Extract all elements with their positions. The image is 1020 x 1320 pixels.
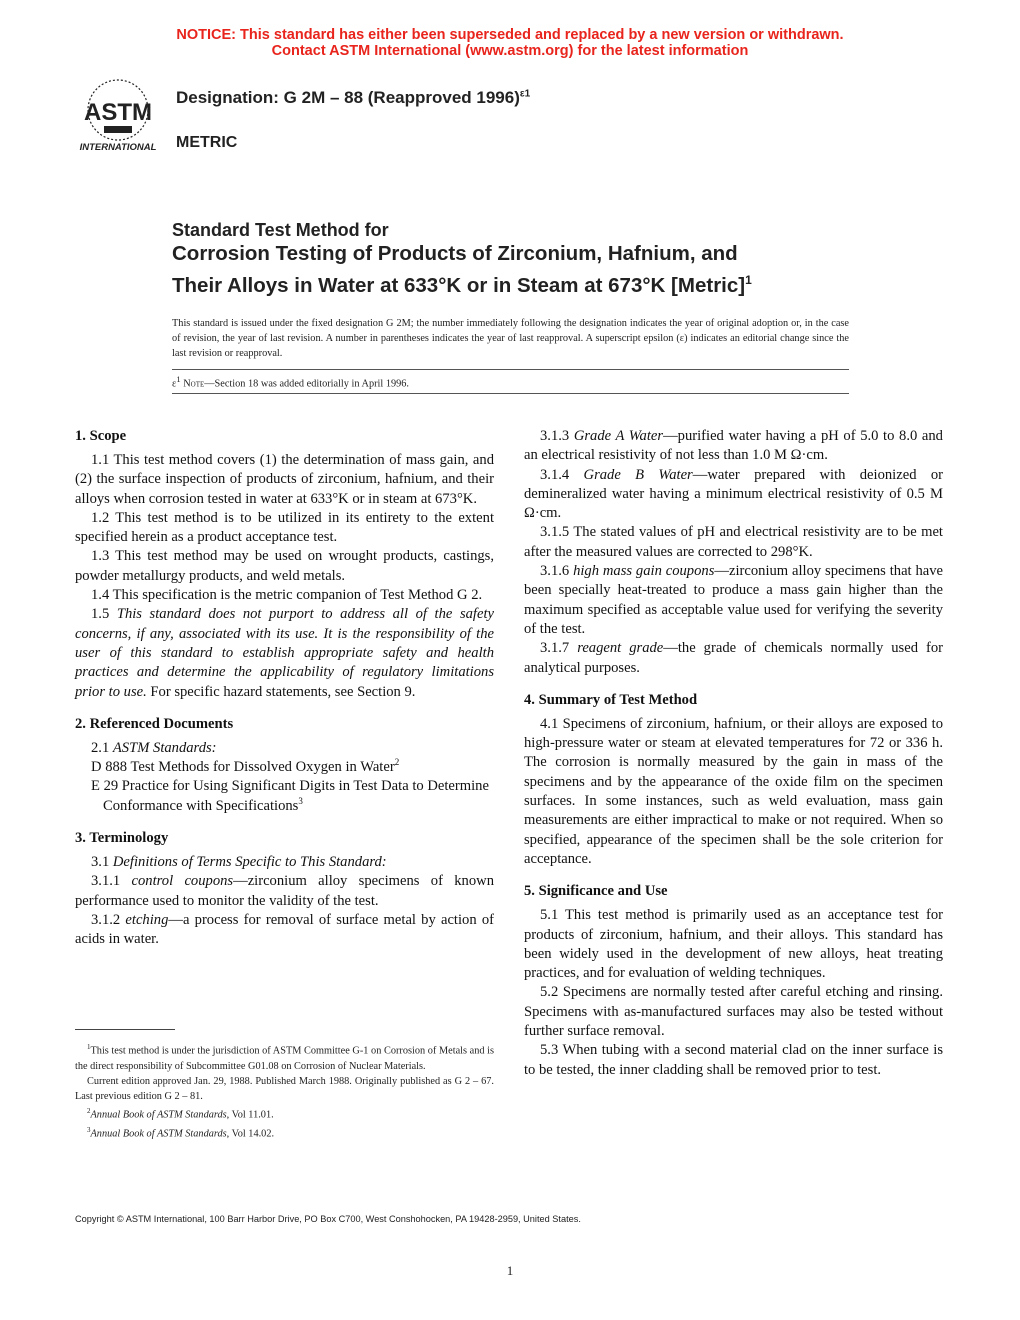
paragraph-number: 3.1.2 [91, 911, 126, 928]
footnote-mark: 3 [87, 1125, 91, 1134]
definition: —a process for removal of surface metal by action of acids in water. [75, 911, 494, 948]
editorial-note [172, 374, 409, 389]
copyright-notice: Copyright © ASTM International, 100 Barr Harbor Drive, PO Box C700, West Conshohocken, PA 19428-2959, United States. [75, 1214, 581, 1224]
paragraph-5-3: 5.3 When tubing with a second material clad on the inner surface is to be tested, the inner cladding shall be removed prior to test. [524, 1042, 943, 1078]
defined-term: Grade B Water [583, 466, 693, 483]
definition: —the grade of chemicals normally used for analytical purposes. [524, 640, 943, 676]
paragraph-number: 1.5 [91, 606, 117, 623]
note-epsilon-sup: 1 [176, 374, 181, 384]
footnote-1 [75, 1040, 494, 1074]
defined-term: reagent grade [577, 640, 664, 657]
left-column [75, 427, 494, 950]
footnote-3 [75, 1123, 494, 1142]
footnote-text: , Vol 14.02. [226, 1128, 275, 1140]
paragraph-number: 3.1.6 [540, 563, 574, 580]
reference-d888 [75, 758, 494, 777]
definition: —water prepared with deionized or demineralized water having a minimum electrical resistivity of 0.5 M Ω·cm. [524, 466, 943, 522]
section-heading-referenced-documents: 2. Referenced Documents [75, 715, 234, 732]
paragraph-3-1-5: 3.1.5 The stated values of pH and electrical resistivity are to be met after the measured values are corrected to 298°K. [524, 524, 943, 560]
reference-text: D 888 Test Methods for Dissolved Oxygen in Water [91, 759, 395, 776]
paragraph-3-1-4 [524, 466, 943, 524]
paragraph-1-3: 1.3 This test method may be used on wrought products, castings, powder metallurgy products, and weld metals. [75, 548, 494, 584]
paragraph-italic: ASTM Standards: [112, 739, 217, 756]
section-heading-scope: 1. Scope [75, 428, 127, 444]
title-line-1: Corrosion Testing of Products of Zirconium, Hafnium, and [172, 242, 738, 265]
designation-epsilon: ε1 [519, 88, 531, 100]
astm-logo [74, 74, 162, 154]
footnote-text: This test method is under the jurisdiction of ASTM Committee G-1 on Corrosion of Metals and is the direct responsibility of Subcommittee G01.08 on Corrosion of Nuclear Materials. [75, 1045, 494, 1072]
logo-letters: ASTM [84, 99, 152, 126]
notice-line-1: NOTICE: This standard has either been superseded and replaced by a new version or withdrawn. [176, 27, 844, 43]
notice-line-2: Contact ASTM International (www.astm.org) for the latest information [271, 43, 749, 59]
footnote-ref: 2 [394, 757, 400, 768]
section-heading-summary: 4. Summary of Test Method [524, 691, 698, 708]
paragraph-1-2: 1.2 This test method is to be utilized in its entirety to the extent specified herein as a product acceptance test. [75, 509, 494, 546]
paragraph-number: 3.1.1 [91, 873, 132, 890]
notice-banner [0, 27, 1020, 59]
footnote-mark: 1 [87, 1043, 91, 1051]
footnote-1-continued: Current edition approved Jan. 29, 1988. Published March 1988. Originally published as G 2 – 67. Last previous edition G 2 – 81. [75, 1075, 494, 1103]
paragraph-number: 3.1.7 [540, 640, 578, 657]
defined-term: control coupons [131, 873, 234, 890]
section-heading-significance: 5. Significance and Use [524, 883, 668, 900]
defined-term: high mass gain coupons [573, 563, 715, 580]
title-line-2 [172, 267, 872, 299]
paragraph-2-1 [75, 739, 494, 758]
note-text: —Section 18 was added editorially in April 1996. [204, 378, 410, 390]
paragraph-3-1-1 [75, 872, 494, 911]
logo-caption: INTERNATIONAL [79, 142, 157, 153]
defined-term: Grade A Water [573, 428, 664, 444]
paragraph-number: 3.1.4 [540, 466, 584, 483]
footnote-divider [75, 1029, 175, 1030]
designation [176, 88, 530, 108]
right-column [524, 427, 943, 1080]
paragraph-number: 3.1 [91, 854, 113, 871]
paragraph-3-1-3 [524, 427, 943, 466]
page-number: 1 [506, 1263, 514, 1278]
metric-label: METRIC [176, 134, 238, 151]
divider [172, 369, 849, 370]
defined-term: etching [125, 911, 169, 928]
paragraph-3-1-7 [524, 639, 943, 678]
note-label: Note [183, 378, 205, 390]
footnotes [75, 1040, 494, 1141]
paragraph-4-1: 4.1 Specimens of zirconium, hafnium, or their alloys are exposed to high-pressure water or steam at elevated temperatures for 72 or 336 h. The corrosion is normally measured by the gain in mass of the specimens and by the appearance of the oxide film on the specimen surfaces. In some instances, such as weld evaluation, mass gain measurements are either impractical to make or not required. When so specified, appearance of the specimen shall be the sole criterion for acceptance. [524, 715, 943, 867]
definition: —zirconium alloy specimens that have been specially heat-treated to produce a mass gain higher than the maximum specified as acceptable value used for verifying the severity of the test. [524, 563, 944, 637]
divider [172, 393, 849, 394]
definition: —zirconium alloy specimens of known performance used to monitor the validity of the test. [75, 873, 494, 909]
paragraph-italic: Definitions of Terms Specific to This Standard: [112, 854, 387, 871]
issued-statement: This standard is issued under the fixed designation G 2M; the number immediately following the designation indicates the year of original adoption or, in the case of revision, the year of last revision. A number in parentheses indicates the year of last reapproval. A superscript epsilon (ε) indicates an editorial change since the last revision or reapproval. [172, 318, 849, 359]
title-footnote-mark: 1 [745, 273, 752, 287]
paragraph-number: 3.1.3 [540, 428, 574, 444]
paragraph-3-1-6 [524, 562, 943, 639]
footnote-text: , Vol 11.01. [226, 1109, 274, 1121]
paragraph-1-4: 1.4 This specification is the metric companion of Test Method G 2. [91, 587, 483, 604]
reference-e29 [75, 777, 494, 816]
paragraph-5-2: 5.2 Specimens are normally tested after careful etching and rinsing. Specimens with as-manufactured surfaces may also be tested without further surface removal. [524, 984, 943, 1040]
footnote-mark: 2 [87, 1107, 91, 1116]
paragraph-3-1-2 [75, 911, 494, 950]
section-heading-terminology: 3. Terminology [75, 830, 169, 847]
paragraph-1-5 [75, 605, 494, 701]
safety-caveat: This standard does not purport to address all of the safety concerns, if any, associated with its use. It is the responsibility of the user of this standard to establish appropriate safety and health practices and determine the applicability of regulatory limitations prior to use. [75, 606, 494, 700]
reference-text: E 29 Practice for Using Significant Digits in Test Data to Determine Conformance with Specifications [91, 778, 489, 814]
footnote-italic: Annual Book of ASTM Standards [90, 1109, 227, 1121]
definition: —purified water having a pH of 5.0 to 8.0 and an electrical resistivity of not less than 1.0 M Ω·cm. [524, 428, 943, 464]
footnote-italic: Annual Book of ASTM Standards [90, 1128, 227, 1140]
paragraph-text: For specific hazard statements, see Section 9. [146, 683, 416, 700]
paragraph-number: 2.1 [91, 739, 113, 756]
paragraph-1-1: 1.1 This test method covers (1) the determination of mass gain, and (2) the surface inspection of products of zirconium, hafnium, and their alloys when corrosion tested in water at 633°K or in steam at 673°K. [75, 452, 494, 507]
title-line-2-text: Their Alloys in Water at 633°K or in Steam at 673°K [Metric] [172, 273, 746, 297]
paragraph-5-1: 5.1 This test method is primarily used as an acceptance test for products of zirconium, hafnium, and their alloys. This standard has been widely used in the development of new alloys, heat treating practices, and for evaluation of welding techniques. [524, 907, 943, 982]
footnote-2 [75, 1104, 494, 1123]
paragraph-3-1 [75, 853, 494, 872]
document-title [172, 219, 872, 299]
title-pre: Standard Test Method for [172, 220, 389, 240]
designation-text: Designation: G 2M – 88 (Reapproved 1996) [176, 88, 520, 107]
footnote-ref: 3 [298, 795, 303, 806]
note-epsilon: ε [172, 378, 177, 390]
